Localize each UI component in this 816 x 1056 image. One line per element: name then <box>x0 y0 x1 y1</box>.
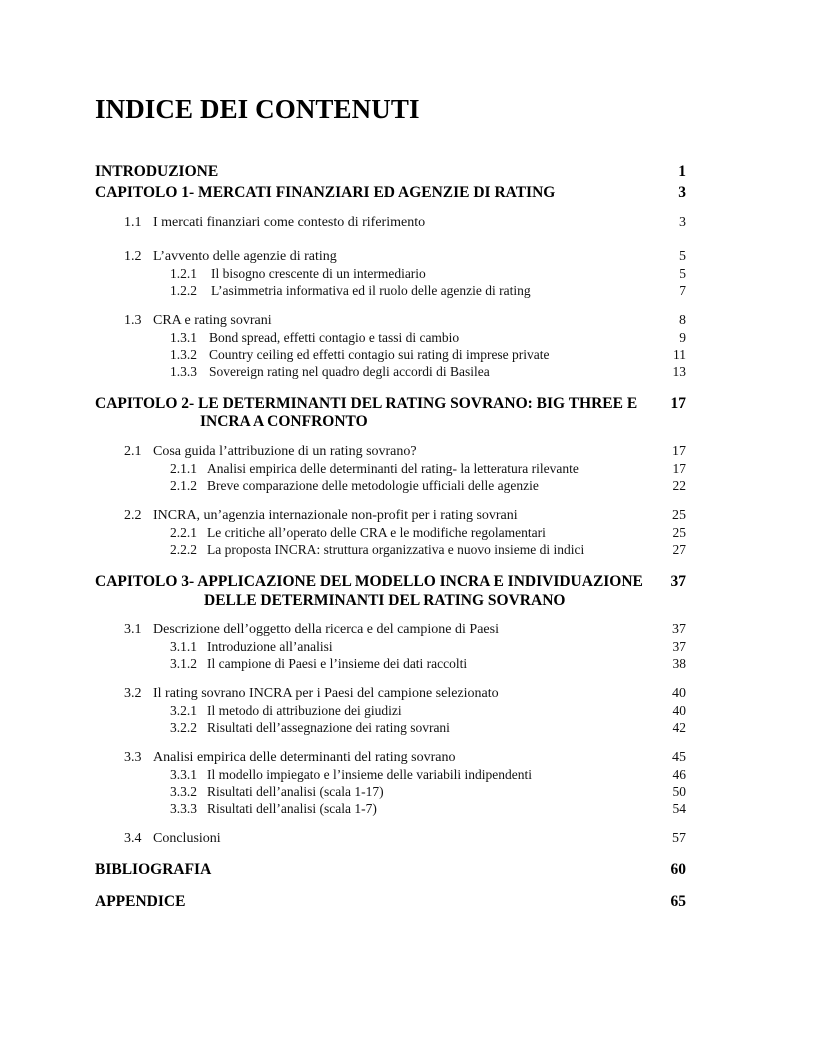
toc-entry-page: 17 <box>670 395 686 412</box>
toc-entry-title: La proposta INCRA: struttura organizzativa e nuovo insieme di indici <box>207 542 585 557</box>
toc-entry-page: 7 <box>679 283 686 298</box>
toc-entry-title: CAPITOLO 3- APPLICAZIONE DEL MODELLO INCRA E INDIVIDUAZIONE <box>95 573 643 590</box>
toc-entry-page: 25 <box>672 525 686 540</box>
toc-entry-number: 2.2.1 <box>170 525 197 540</box>
toc-entry-title-continued: DELLE DETERMINANTI DEL RATING SOVRANO <box>204 592 566 609</box>
toc-entry-number: 3.1.1 <box>170 639 197 654</box>
toc-entry-title: Descrizione dell’oggetto della ricerca e del campione di Paesi <box>153 622 499 637</box>
toc-entry-title: Il bisogno crescente di un intermediario <box>211 266 426 281</box>
toc-entry-title-continued: INCRA A CONFRONTO <box>200 413 368 430</box>
toc-entry-number: 1.2 <box>124 249 142 264</box>
toc-entry-number: 2.1.1 <box>170 461 197 476</box>
toc-entry-title: Cosa guida l’attribuzione di un rating sovrano? <box>153 444 417 459</box>
toc-entry-number: 2.1.2 <box>170 478 197 493</box>
toc-entry-number: 1.3.1 <box>170 330 197 345</box>
toc-entry-number: 3.3.1 <box>170 767 197 782</box>
toc-entry-title: Risultati dell’assegnazione dei rating sovrani <box>207 720 450 735</box>
toc-entry-number: 1.2.2 <box>170 283 197 298</box>
toc-entry-page: 45 <box>672 750 686 765</box>
toc-entry-page: 5 <box>679 249 686 264</box>
toc-entry-title: Country ceiling ed effetti contagio sui rating di imprese private <box>209 347 550 362</box>
toc-entry-number: 1.3.3 <box>170 364 197 379</box>
toc-entry-page: 38 <box>672 656 686 671</box>
toc-entry-number: 2.2 <box>124 508 142 523</box>
toc-entry-page: 22 <box>672 478 686 493</box>
toc-entry-page: 42 <box>672 720 686 735</box>
toc-entry-number: 2.2.2 <box>170 542 197 557</box>
toc-entry-title: Le critiche all’operato delle CRA e le modifiche regolamentari <box>207 525 546 540</box>
toc-entry-title: I mercati finanziari come contesto di riferimento <box>153 215 426 230</box>
toc-entry-title: CAPITOLO 2- LE DETERMINANTI DEL RATING SOVRANO: BIG THREE E <box>95 395 638 412</box>
toc-entry-page: 57 <box>672 831 686 846</box>
toc-entry-number: 2.1 <box>124 444 142 459</box>
toc-entry-title: APPENDICE <box>95 893 186 910</box>
toc-entry-title: Il campione di Paesi e l’insieme dei dati raccolti <box>207 656 468 671</box>
toc-entry-page: 60 <box>670 861 686 878</box>
toc-entry-number: 3.3.2 <box>170 784 197 799</box>
toc-entry-title: CAPITOLO 1- MERCATI FINANZIARI ED AGENZIE DI RATING <box>95 184 556 201</box>
toc-entry-page: 17 <box>672 461 686 476</box>
toc-entry-title: Il rating sovrano INCRA per i Paesi del campione selezionato <box>153 686 499 701</box>
toc-entry-title: Sovereign rating nel quadro degli accordi di Basilea <box>209 364 490 379</box>
toc-entry-page: 37 <box>672 639 686 654</box>
toc-entry-page: 8 <box>679 313 686 328</box>
toc-entry-title: Introduzione all’analisi <box>207 639 333 654</box>
toc-entry-page: 27 <box>672 542 686 557</box>
toc-entry-title: INTRODUZIONE <box>95 163 219 180</box>
toc-entry-number: 3.3.3 <box>170 801 197 816</box>
toc-entry-number: 3.1.2 <box>170 656 197 671</box>
toc-entry-page: 40 <box>672 686 686 701</box>
toc-entry-page: 65 <box>670 893 686 910</box>
toc-entry-title: L’asimmetria informativa ed il ruolo delle agenzie di rating <box>211 283 531 298</box>
toc-entry-title: Conclusioni <box>153 831 221 846</box>
toc-entry-title: Breve comparazione delle metodologie ufficiali delle agenzie <box>207 478 539 493</box>
toc-entry-page: 1 <box>678 163 686 180</box>
toc-entry-title: Risultati dell’analisi (scala 1-17) <box>207 784 384 799</box>
toc-entry-title: Bond spread, effetti contagio e tassi di cambio <box>209 330 460 345</box>
toc-entry-title: Risultati dell’analisi (scala 1-7) <box>207 801 377 816</box>
toc-entry-page: 11 <box>673 347 686 362</box>
toc-entry-title: INCRA, un’agenzia internazionale non-profit per i rating sovrani <box>153 508 518 523</box>
toc-entry-number: 1.2.1 <box>170 266 197 281</box>
toc-entry-number: 3.4 <box>124 831 142 846</box>
toc-entry-number: 3.2.1 <box>170 703 197 718</box>
toc-entry-number: 3.1 <box>124 622 142 637</box>
toc-entry-title: Il metodo di attribuzione dei giudizi <box>207 703 402 718</box>
toc-entry-page: 25 <box>672 508 686 523</box>
toc-entry-title: Analisi empirica delle determinanti del rating sovrano <box>153 750 456 765</box>
toc-entry-title: CRA e rating sovrani <box>153 313 272 328</box>
toc-entry-page: 13 <box>672 364 686 379</box>
toc-entry-title: BIBLIOGRAFIA <box>95 861 212 878</box>
toc-entry-number: 3.2.2 <box>170 720 197 735</box>
toc-entry-page: 5 <box>679 266 686 281</box>
toc-entry-number: 3.2 <box>124 686 142 701</box>
toc-entry-number: 1.1 <box>124 215 142 230</box>
toc-entry-page: 17 <box>672 444 686 459</box>
toc-entry-page: 37 <box>672 622 686 637</box>
toc-entry-title: L’avvento delle agenzie di rating <box>153 249 337 264</box>
toc-entry-page: 3 <box>678 184 686 201</box>
toc-entry-page: 37 <box>670 573 686 590</box>
page-title: INDICE DEI CONTENUTI <box>95 94 420 124</box>
toc-entry-page: 46 <box>672 767 686 782</box>
toc-entry-title: Analisi empirica delle determinanti del rating- la letteratura rilevante <box>207 461 579 476</box>
toc-entry-page: 9 <box>679 330 686 345</box>
toc-entry-number: 1.3.2 <box>170 347 197 362</box>
toc-entry-number: 1.3 <box>124 313 142 328</box>
toc-entry-number: 3.3 <box>124 750 142 765</box>
toc-entry-title: Il modello impiegato e l’insieme delle variabili indipendenti <box>207 767 533 782</box>
toc-entry-page: 3 <box>679 215 686 230</box>
toc-entry-page: 54 <box>672 801 686 816</box>
toc-entry-page: 40 <box>672 703 686 718</box>
toc-entry-page: 50 <box>672 784 686 799</box>
